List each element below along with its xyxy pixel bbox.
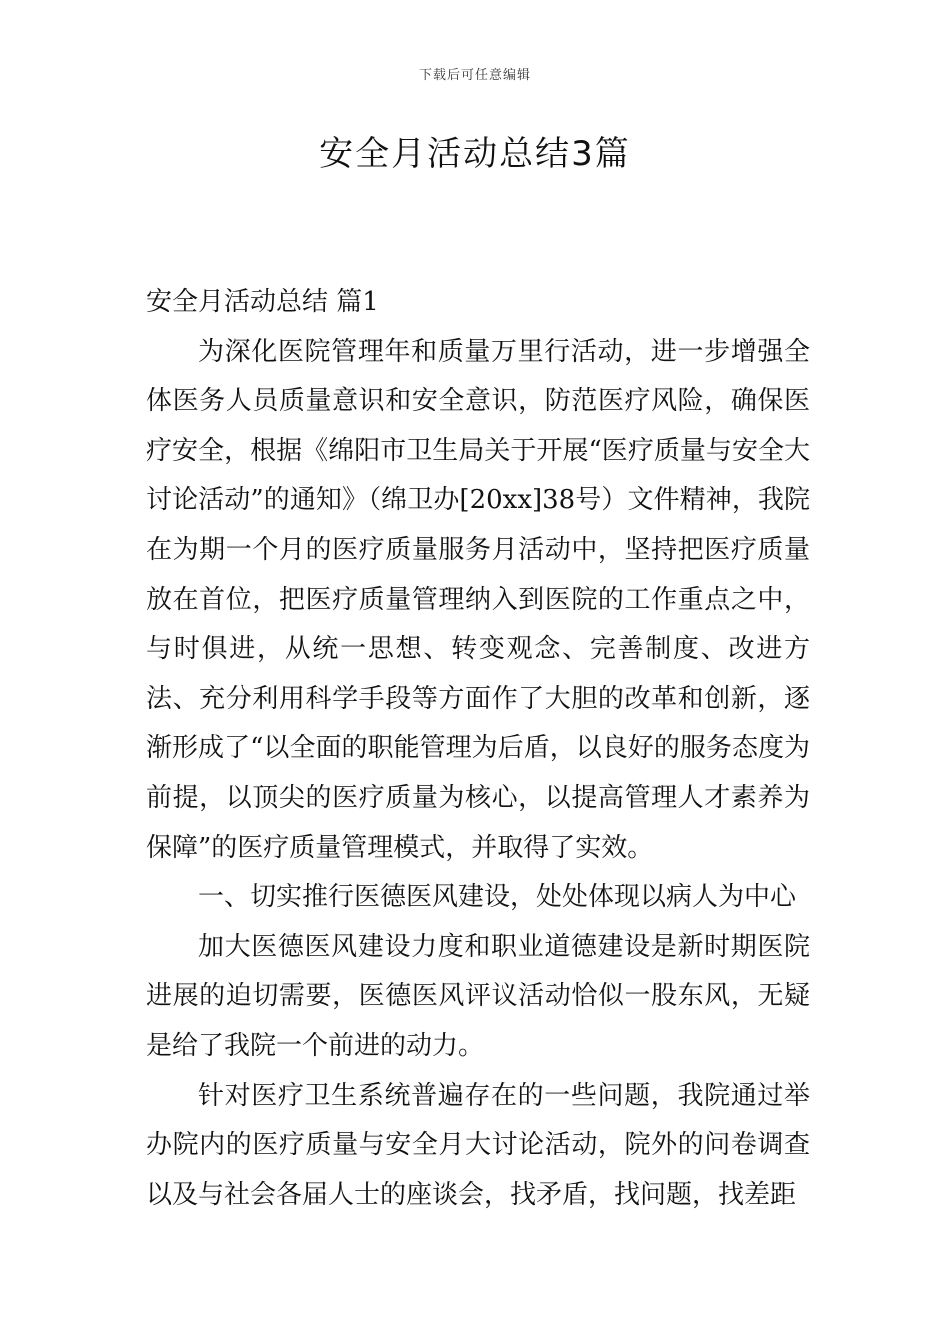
section-heading: 安全月活动总结 篇1 bbox=[146, 287, 379, 317]
subheading: 一、切实推行医德医风建设，处处体现以病人为中心 bbox=[198, 882, 797, 913]
document-body bbox=[146, 278, 810, 1220]
paragraph: 为深化医院管理年和质量万里行活动，进一步增强全体医务人员质量意识和安全意识，防范医疗风险，确保医疗安全，根据《绵阳市卫生局关于开展“医疗质量与安全大讨论活动”的通知》（绵卫办[20xx]38号）文件精神，我院在为期一个月的医疗质量服务月活动中，坚持把医疗质量放在首位，把医疗质量管理纳入到医院的工作重点之中，与时俱进，从统一思想、转变观念、完善制度、改进方法、充分利用科学手段等方面作了大胆的改革和创新，逐渐形成了“以全面的职能管理为后盾，以良好的服务态度为前提，以顶尖的医疗质量为核心，以提高管理人才素养为保障”的医疗质量管理模式，并取得了实效。 bbox=[146, 336, 810, 863]
paragraph: 针对医疗卫生系统普遍存在的一些问题，我院通过举办院内的医疗质量与安全月大讨论活动，院外的问卷调查以及与社会各届人士的座谈会，找矛盾，找问题，找差距 bbox=[146, 1080, 810, 1210]
paragraph: 加大医德医风建设力度和职业道德建设是新时期医院进展的迫切需要，医德医风评议活动恰似一股东风，无疑是给了我院一个前进的动力。 bbox=[146, 931, 810, 1061]
document-title: 安全月活动总结3篇 bbox=[319, 134, 631, 174]
header-note: 下载后可任意编辑 bbox=[418, 68, 531, 83]
